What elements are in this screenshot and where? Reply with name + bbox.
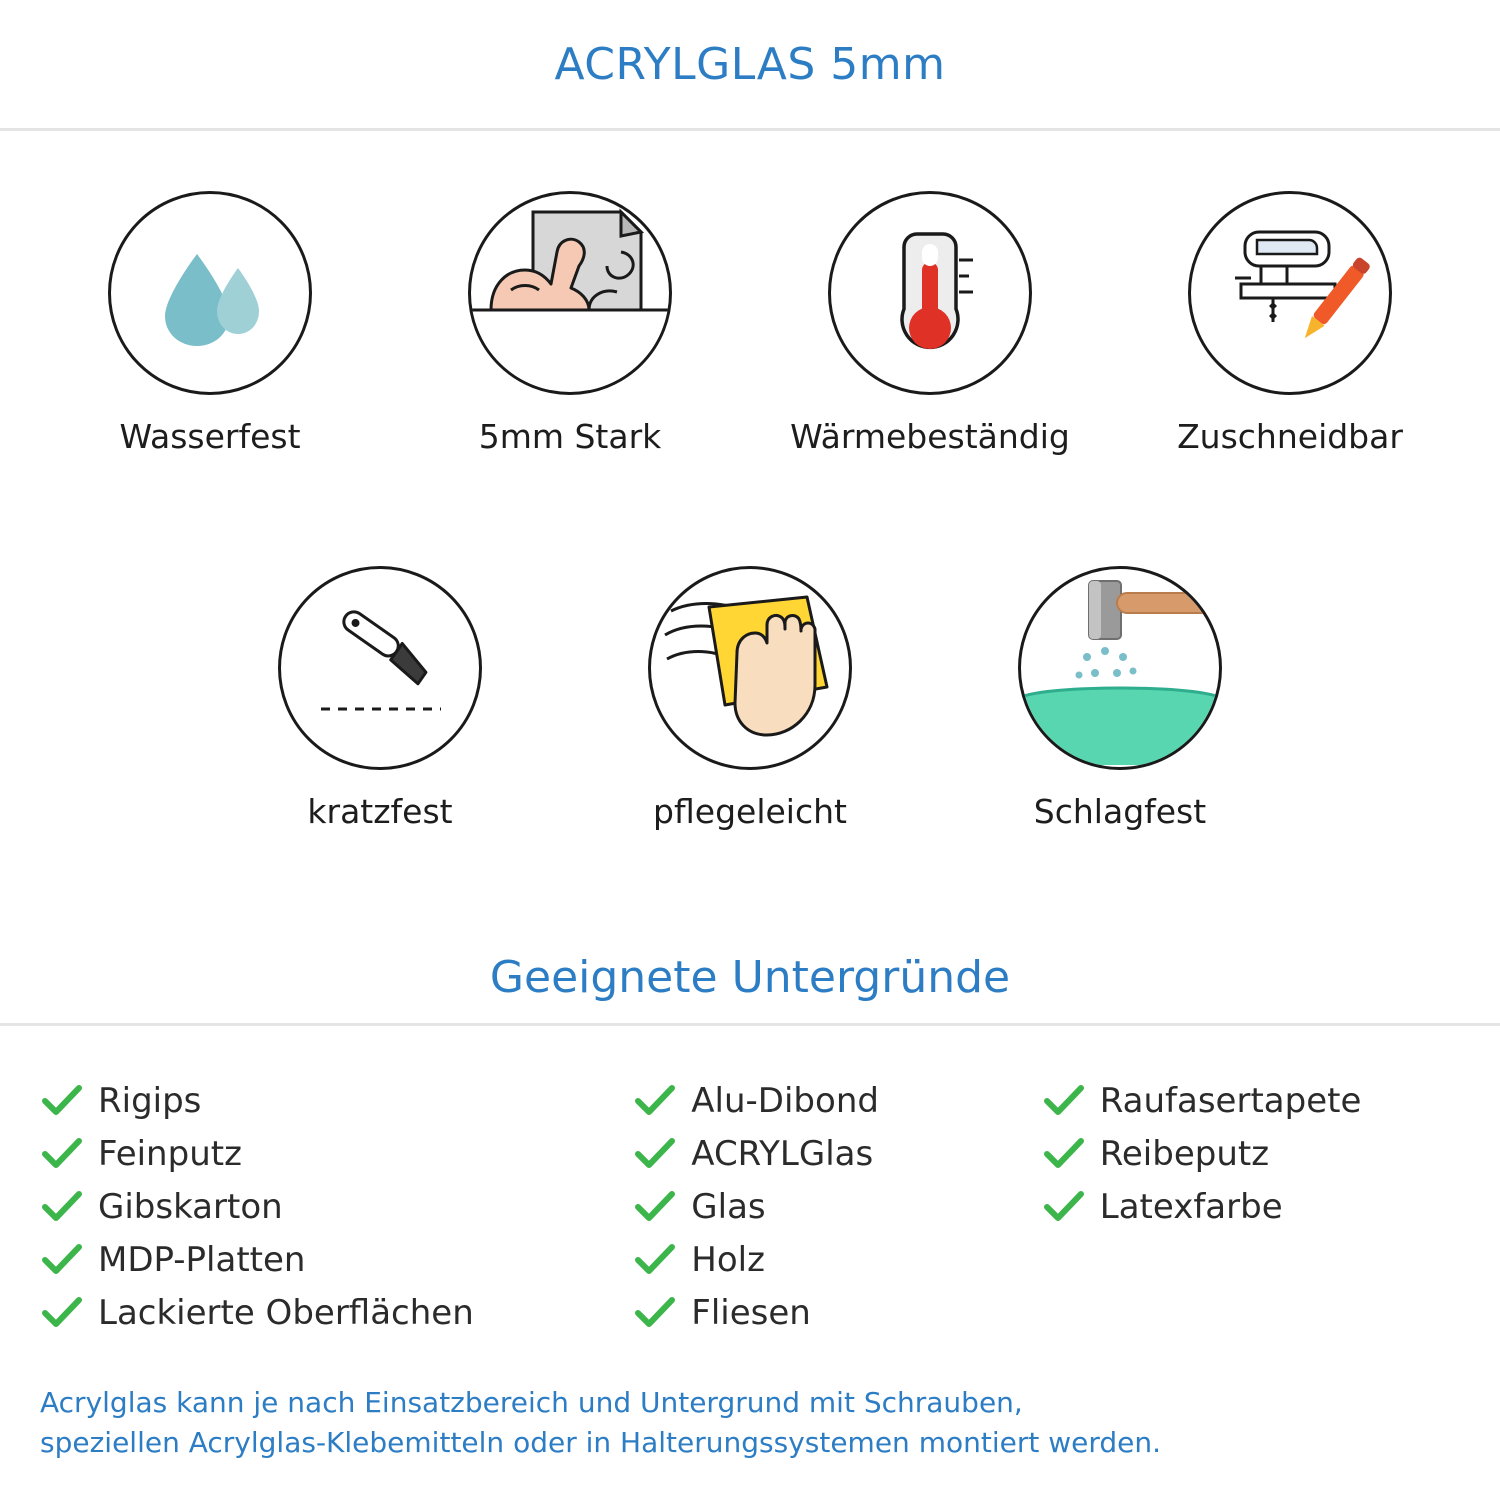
check-mark-icon: [40, 1084, 84, 1118]
list-item: [633, 1180, 1042, 1233]
list-item-label: Glas: [691, 1186, 766, 1227]
feature-row-2: [0, 566, 1500, 831]
check-mark-icon: [633, 1137, 677, 1171]
list-item: [40, 1180, 633, 1233]
feature-icon-circle: [648, 566, 852, 770]
water-drop-icon: [135, 216, 285, 370]
check-mark-icon: [40, 1137, 84, 1171]
feature-row-1: [0, 191, 1500, 456]
feature-icon-circle: [278, 566, 482, 770]
knife-scratch-icon: [295, 581, 465, 755]
feature-waermebestaendig: [750, 191, 1110, 456]
list-item-label: Gibskarton: [98, 1186, 283, 1227]
check-mark-icon: [40, 1296, 84, 1330]
mounting-note: [40, 1383, 1460, 1464]
subheader: [0, 931, 1500, 1023]
feature-label: Schlagfest: [1033, 792, 1207, 831]
list-item: [633, 1127, 1042, 1180]
feature-icon-circle: [468, 191, 672, 395]
list-item: [40, 1127, 633, 1180]
feature-label: Wärmebeständig: [790, 417, 1070, 456]
check-mark-icon: [40, 1190, 84, 1224]
check-mark-icon: [633, 1243, 677, 1277]
feature-pflegeleicht: [565, 566, 935, 831]
feature-zuschneidbar: [1110, 191, 1470, 456]
feature-5mm-stark: [390, 191, 750, 456]
check-mark-icon: [633, 1084, 677, 1118]
check-mark-icon: [40, 1243, 84, 1277]
list-item-label: Feinputz: [98, 1133, 242, 1174]
check-mark-icon: [633, 1296, 677, 1330]
feature-icon-circle: [1188, 191, 1392, 395]
checklist-column-2: [633, 1074, 1042, 1339]
substrates-checklist: [0, 1026, 1500, 1339]
list-item: [1042, 1127, 1460, 1180]
feature-wasserfest: [30, 191, 390, 456]
list-item-label: Raufasertapete: [1099, 1080, 1362, 1121]
check-mark-icon: [1042, 1084, 1086, 1118]
feature-icon-circle: [828, 191, 1032, 395]
feature-label: kratzfest: [307, 792, 453, 831]
checklist-column-1: [40, 1074, 633, 1339]
features-section: [0, 131, 1500, 831]
thermometer-icon: [855, 216, 1005, 370]
mounting-note-line-2: speziellen Acrylglas-Klebemitteln oder in Halterungssystemen montiert werden.: [40, 1426, 1162, 1460]
list-item: [40, 1074, 633, 1127]
list-item: [1042, 1180, 1460, 1233]
list-item-label: Rigips: [98, 1080, 202, 1121]
feature-kratzfest: [195, 566, 565, 831]
list-item-label: Fliesen: [691, 1292, 811, 1333]
list-item: [633, 1074, 1042, 1127]
check-mark-icon: [633, 1190, 677, 1224]
feature-icon-circle: [108, 191, 312, 395]
list-item-label: Holz: [691, 1239, 765, 1280]
subheader-title: Geeignete Untergründe: [489, 951, 1011, 1003]
list-item-label: Latexfarbe: [1099, 1186, 1283, 1227]
list-item: [40, 1233, 633, 1286]
feature-label: pflegeleicht: [653, 792, 847, 831]
list-item-label: Reibeputz: [1099, 1133, 1270, 1174]
feature-schlagfest: [935, 566, 1305, 831]
feature-label: Wasserfest: [119, 417, 301, 456]
page-title: ACRYLGLAS 5mm: [554, 38, 946, 90]
header: [0, 0, 1500, 128]
flexed-arm-icon: [471, 192, 669, 394]
jigsaw-cutter-icon: [1205, 206, 1375, 380]
check-mark-icon: [1042, 1190, 1086, 1224]
list-item-label: Alu-Dibond: [691, 1080, 879, 1121]
list-item: [633, 1286, 1042, 1339]
hand-cloth-icon: [651, 567, 849, 769]
list-item: [40, 1286, 633, 1339]
list-item: [1042, 1074, 1460, 1127]
checklist-column-3: [1042, 1074, 1460, 1339]
list-item-label: ACRYLGlas: [691, 1133, 874, 1174]
list-item-label: MDP-Platten: [98, 1239, 306, 1280]
feature-label: Zuschneidbar: [1177, 417, 1403, 456]
check-mark-icon: [1042, 1137, 1086, 1171]
list-item: [633, 1233, 1042, 1286]
feature-label: 5mm Stark: [478, 417, 662, 456]
feature-icon-circle: [1018, 566, 1222, 770]
hammer-impact-icon: [1021, 567, 1219, 769]
mounting-note-line-1: Acrylglas kann je nach Einsatzbereich und Untergrund mit Schrauben,: [40, 1385, 1023, 1419]
list-item-label: Lackierte Oberflächen: [98, 1292, 474, 1333]
